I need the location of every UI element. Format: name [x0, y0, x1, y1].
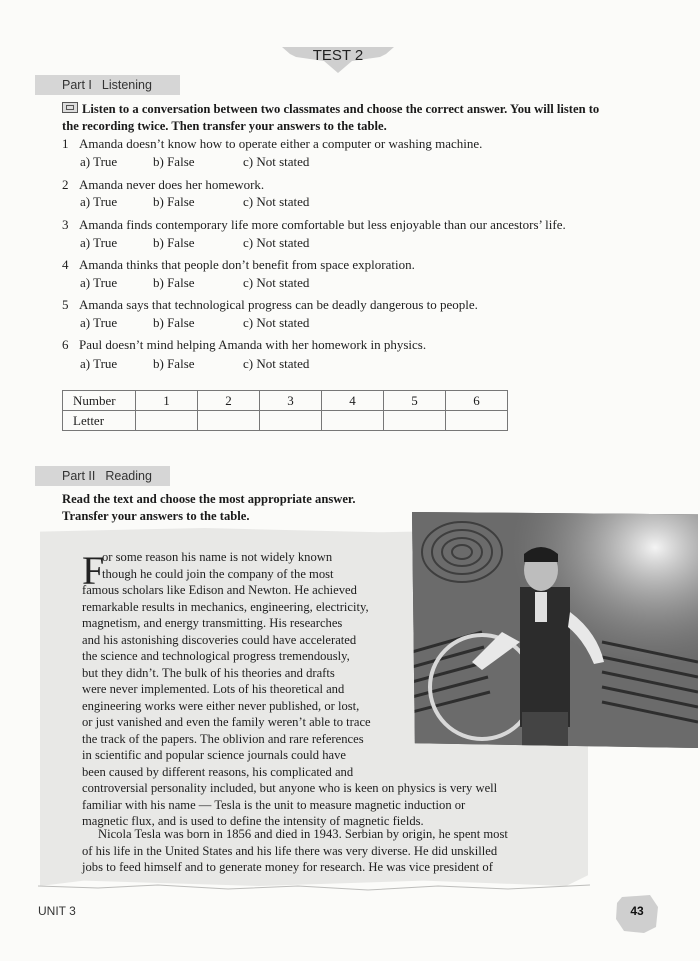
option-c: c) Not stated: [243, 235, 310, 250]
test-banner: [282, 45, 394, 75]
text-line: but they didn’t. The bulk of his theories and drafts: [82, 665, 335, 680]
table-header-letter: Letter: [63, 411, 136, 431]
option-b: b) False: [153, 315, 195, 330]
table-row-number: [63, 391, 508, 411]
table-answer-cell[interactable]: [322, 411, 384, 431]
text-line: Nicola Tesla was born in 1856 and died in 1943. Serbian by origin, he spent most: [98, 827, 508, 841]
audio-icon: [62, 102, 78, 113]
question-3: [62, 217, 662, 233]
part2-instruction-line1: Read the text and choose the most appropriate answer.: [62, 492, 356, 506]
question-6: [62, 337, 662, 353]
part1-instruction: [62, 101, 662, 134]
option-a: a) True: [80, 275, 118, 290]
option-a: a) True: [80, 154, 118, 169]
text-line: magnetic flux, and is used to define the intensity of magnetic fields.: [82, 814, 424, 828]
option-c: c) Not stated: [243, 275, 310, 290]
option-b: b) False: [153, 356, 195, 371]
part1-instruction-line2: the recording twice. Then transfer your answers to the table.: [62, 118, 387, 133]
text-line: magnetism, and energy transmitting. His researches: [82, 616, 343, 630]
table-number-cell: 1: [136, 391, 198, 411]
text-line: though he could join the company of the most: [102, 566, 334, 581]
option-c: c) Not stated: [243, 315, 310, 330]
text-line: controversial personality included, but anyone who is keen on physics is very well: [82, 781, 498, 795]
option-a: a) True: [80, 315, 118, 330]
question-5: [62, 297, 662, 313]
question-number: 6: [62, 337, 69, 352]
text-line: the track of the papers. The oblivion and rare references: [82, 731, 364, 746]
table-answer-cell[interactable]: [198, 411, 260, 431]
footer-unit-label: UNIT 3: [38, 904, 76, 918]
text-line: were never implemented. Lots of his theoretical and: [82, 682, 345, 696]
table-answer-cell[interactable]: [384, 411, 446, 431]
option-b: b) False: [153, 275, 195, 290]
table-answer-cell[interactable]: [136, 411, 198, 431]
question-1: [62, 136, 662, 152]
question-number: 5: [62, 297, 69, 312]
table-answer-cell[interactable]: [260, 411, 322, 431]
question-number: 2: [62, 177, 69, 192]
text-line: the science and technological progress tremendously,: [82, 649, 350, 663]
reading-first-lines: [102, 549, 395, 582]
torn-paper-edge: [38, 882, 590, 894]
reading-paragraph-2: [82, 826, 552, 876]
part1-tab-number: Part I: [62, 78, 92, 92]
text-line: jobs to feed himself and to generate money for research. He was vice president of: [82, 860, 493, 874]
table-number-cell: 5: [384, 391, 446, 411]
option-a: a) True: [80, 194, 118, 209]
question-number: 3: [62, 217, 69, 232]
answer-table: [62, 390, 508, 431]
question-text: Amanda thinks that people don’t benefit from space exploration.: [79, 257, 415, 272]
option-c: c) Not stated: [243, 356, 310, 371]
part1-tab-name: Listening: [101, 78, 152, 92]
page-number-badge: [614, 893, 660, 935]
question-text: Amanda doesn’t know how to operate either a computer or washing machine.: [79, 136, 483, 151]
question-text: Paul doesn’t mind helping Amanda with her homework in physics.: [79, 337, 427, 352]
text-line: remarkable results in mechanics, engineering, electricity,: [82, 599, 369, 614]
part1-instruction-line1: Listen to a conversation between two classmates and choose the correct answer. You will listen to: [82, 102, 600, 116]
text-line: been caused by different reasons, his complicated and: [82, 764, 354, 779]
option-c: c) Not stated: [243, 154, 310, 169]
part2-tab-name: Reading: [105, 469, 152, 483]
text-line: in scientific and popular science journals could have: [82, 748, 347, 762]
text-line: of his life in the United States and his life there was very diverse. He did unskilled: [82, 843, 498, 858]
question-number: 1: [62, 136, 69, 151]
table-number-cell: 4: [322, 391, 384, 411]
table-number-cell: 6: [446, 391, 508, 411]
question-number: 4: [62, 257, 69, 272]
text-line: or some reason his name is not widely known: [102, 550, 333, 564]
table-row-letter: [63, 411, 508, 431]
table-number-cell: 2: [198, 391, 260, 411]
option-a: a) True: [80, 235, 118, 250]
option-b: b) False: [153, 235, 195, 250]
dropcap-letter: F: [82, 548, 105, 593]
table-answer-cell[interactable]: [446, 411, 508, 431]
part2-tab-number: Part II: [62, 469, 96, 483]
question-text: Amanda says that technological progress can be deadly dangerous to people.: [79, 297, 478, 312]
option-b: b) False: [153, 154, 195, 169]
option-a: a) True: [80, 356, 118, 371]
part2-instruction: [62, 491, 412, 524]
part1-tab: [35, 75, 180, 95]
text-line: and his astonishing discoveries could have accelerated: [82, 632, 357, 647]
option-b: b) False: [153, 194, 195, 209]
text-line: familiar with his name — Tesla is the unit to measure magnetic induction or: [82, 797, 466, 812]
table-number-cell: 3: [260, 391, 322, 411]
page-number: 43: [630, 904, 644, 918]
option-c: c) Not stated: [243, 194, 310, 209]
question-text: Amanda finds contemporary life more comfortable but less enjoyable than our ancestors’ life.: [79, 217, 566, 232]
question-text: Amanda never does her homework.: [79, 177, 265, 192]
part2-instruction-line2: Transfer your answers to the table.: [62, 508, 250, 523]
test-title: TEST 2: [312, 47, 364, 64]
tesla-photo: [412, 512, 698, 748]
table-header-number: Number: [63, 391, 136, 411]
text-line: engineering works were either never published, or lost,: [82, 698, 360, 713]
question-2: [62, 177, 662, 193]
text-line: famous scholars like Edison and Newton. He achieved: [82, 583, 357, 597]
reading-narrow-lines: [82, 582, 395, 780]
part2-tab: [35, 466, 170, 486]
question-4: [62, 257, 662, 273]
reading-wide-lines: [82, 780, 552, 830]
text-line: or just vanished and even the family weren’t able to trace: [82, 715, 371, 729]
